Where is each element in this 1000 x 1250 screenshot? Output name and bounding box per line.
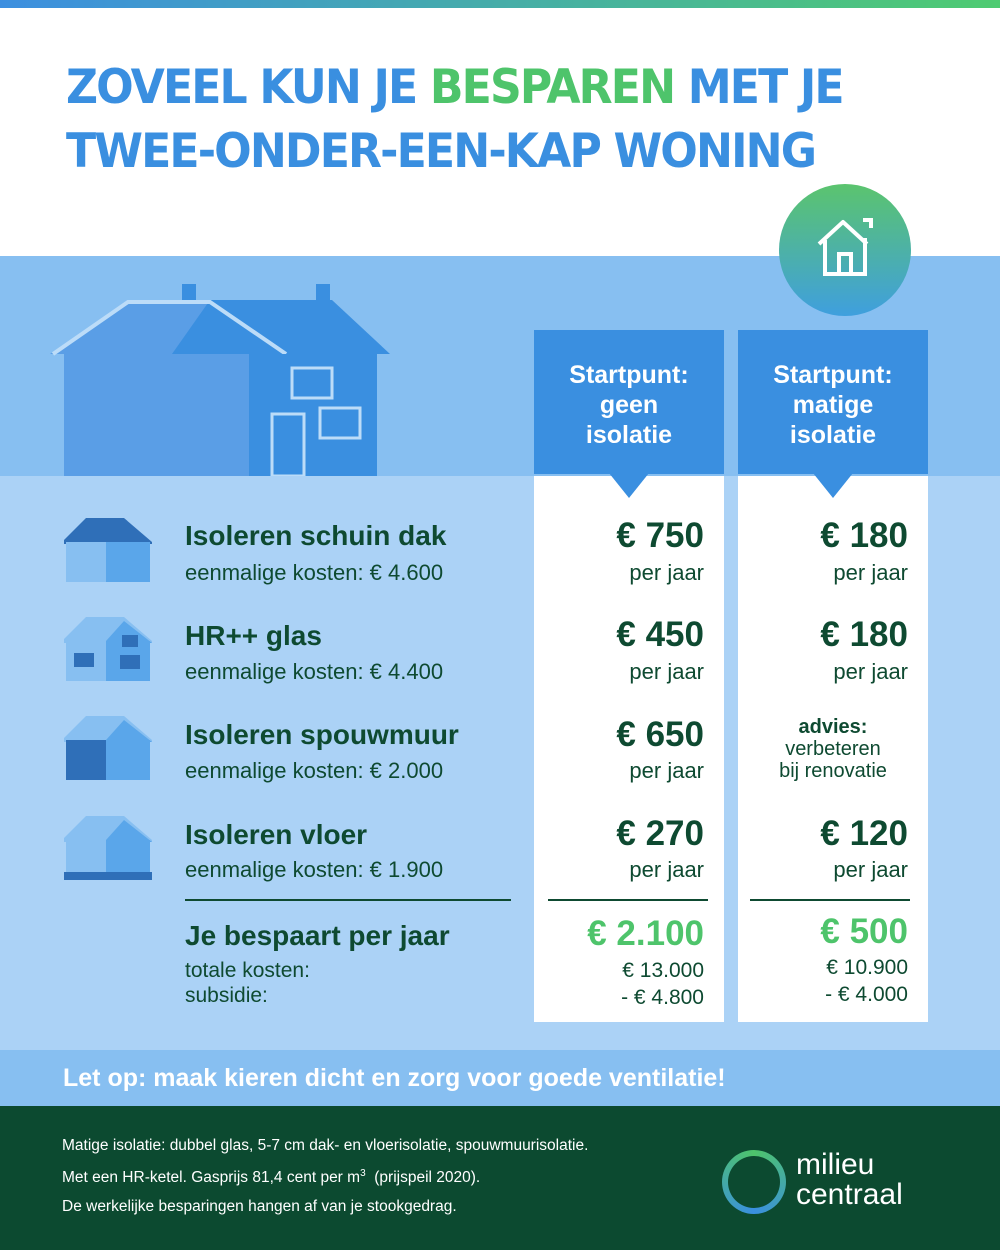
row-4-unit-a: per jaar bbox=[629, 857, 704, 882]
title-part-2: MET JE bbox=[674, 60, 843, 115]
column-b-line-3: isolatie bbox=[789, 421, 877, 449]
top-gradient-bar bbox=[0, 0, 1000, 8]
total-saving-b: € 500 bbox=[820, 912, 908, 951]
milieu-centraal-logo bbox=[796, 1150, 903, 1210]
total-costs-b: € 10.900 bbox=[826, 956, 908, 979]
summary-subsidy-label: subsidie: bbox=[185, 984, 268, 1007]
advice-line-1: verbeteren bbox=[785, 738, 881, 760]
separator-column-a bbox=[548, 899, 708, 901]
page-title bbox=[66, 56, 893, 184]
column-a-line-3: isolatie bbox=[585, 421, 673, 449]
separator-column-b bbox=[750, 899, 910, 901]
title-highlight: BESPAREN bbox=[429, 60, 675, 115]
footer-line-3: De werkelijke besparingen hangen af van je stookgedrag. bbox=[62, 1198, 457, 1215]
summary-title: Je bespaart per jaar bbox=[185, 920, 450, 951]
row-1-saving-a: € 750 bbox=[616, 516, 704, 555]
logo-line-1: milieu bbox=[796, 1148, 875, 1181]
logo-line-2: centraal bbox=[796, 1178, 903, 1211]
row-2-title: HR++ glas bbox=[185, 620, 322, 651]
column-a-line-1: Startpunt: bbox=[569, 361, 689, 389]
roof-insulation-icon bbox=[64, 514, 154, 582]
row-4-cost: eenmalige kosten: € 1.900 bbox=[185, 857, 444, 882]
milieu-centraal-logo-ring-icon bbox=[722, 1150, 786, 1214]
row-3-title: Isoleren spouwmuur bbox=[185, 719, 459, 750]
summary-total-label: totale kosten: bbox=[185, 959, 310, 982]
column-a-line-2: geen bbox=[599, 391, 659, 419]
row-2-unit-b: per jaar bbox=[833, 659, 908, 684]
title-line-2: TWEE-ONDER-EEN-KAP WONING bbox=[66, 124, 816, 179]
row-3-saving-a: € 650 bbox=[616, 715, 704, 754]
double-glazing-icon bbox=[64, 613, 154, 681]
row-1-saving-b: € 180 bbox=[820, 516, 908, 555]
column-b-line-1: Startpunt: bbox=[773, 361, 893, 389]
row-2-unit-a: per jaar bbox=[629, 659, 704, 684]
row-4-unit-b: per jaar bbox=[833, 857, 908, 882]
row-2-cost: eenmalige kosten: € 4.400 bbox=[185, 659, 444, 684]
footer-line-2 bbox=[62, 1168, 480, 1187]
column-b-line-2: matige bbox=[792, 391, 874, 419]
separator-labels bbox=[185, 899, 511, 901]
warning-text: Let op: maak kieren dicht en zorg voor goede ventilatie! bbox=[63, 1064, 726, 1092]
title-part-1: ZOVEEL KUN JE bbox=[66, 60, 430, 115]
column-b-pointer bbox=[813, 473, 853, 498]
footer-line-1: Matige isolatie: dubbel glas, 5-7 cm dak- en vloerisolatie, spouwmuurisolatie. bbox=[62, 1137, 589, 1154]
row-2-saving-b: € 180 bbox=[820, 615, 908, 654]
total-subsidy-a: - € 4.800 bbox=[621, 986, 704, 1009]
total-costs-a: € 13.000 bbox=[622, 959, 704, 982]
row-3-cost: eenmalige kosten: € 2.000 bbox=[185, 758, 444, 783]
total-saving-a: € 2.100 bbox=[587, 914, 704, 953]
column-a-pointer bbox=[609, 473, 649, 498]
row-1-unit-a: per jaar bbox=[629, 560, 704, 585]
row-3-unit-a: per jaar bbox=[629, 758, 704, 783]
row-1-unit-b: per jaar bbox=[833, 560, 908, 585]
house-badge bbox=[779, 184, 911, 316]
footer-line-2-tail: (prijspeil 2020). bbox=[365, 1169, 481, 1187]
house-outline-icon bbox=[813, 216, 877, 280]
cavity-wall-icon bbox=[64, 712, 154, 780]
row-1-title: Isoleren schuin dak bbox=[185, 520, 447, 551]
row-1-cost: eenmalige kosten: € 4.600 bbox=[185, 560, 444, 585]
floor-insulation-icon bbox=[64, 812, 154, 882]
column-header-no-insulation bbox=[534, 330, 724, 474]
row-4-saving-b: € 120 bbox=[820, 814, 908, 853]
semi-detached-house-icon bbox=[50, 278, 395, 476]
row-2-saving-a: € 450 bbox=[616, 615, 704, 654]
footer-line-2-text: Met een HR-ketel. Gasprijs 81,4 cent per m bbox=[62, 1169, 361, 1187]
row-4-title: Isoleren vloer bbox=[185, 819, 368, 850]
footer-line-2-superscript: 3 bbox=[360, 1168, 366, 1179]
column-header-moderate-insulation bbox=[738, 330, 928, 474]
advice-line-2: bij renovatie bbox=[779, 760, 887, 782]
total-subsidy-b: - € 4.000 bbox=[825, 983, 908, 1006]
row-3-advice-b bbox=[748, 716, 918, 782]
advice-label: advies: bbox=[798, 716, 868, 738]
row-4-saving-a: € 270 bbox=[616, 814, 704, 853]
